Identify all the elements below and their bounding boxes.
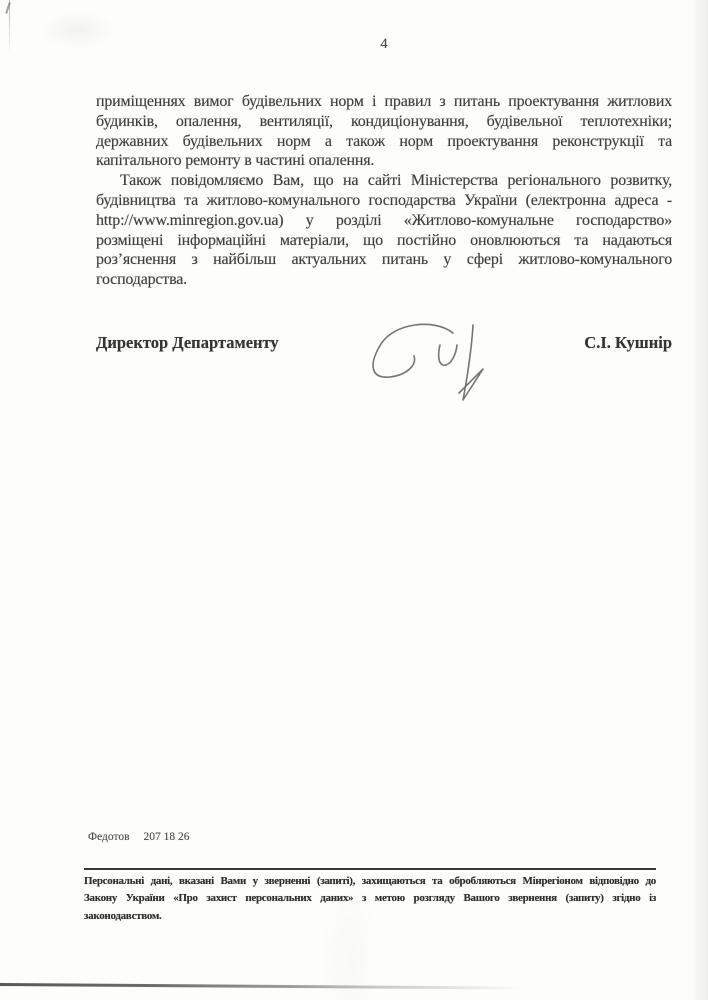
body-line: господарства. <box>96 271 187 289</box>
body-line: приміщеннях вимог будівельних норм і правил з питань проектування житлових <box>96 93 672 110</box>
footer-line: законодавством. <box>84 909 162 922</box>
body-paragraph-2 <box>96 171 672 290</box>
body-line: розміщені інформаційні матеріали, що постійно оновлюються та надаються <box>96 231 672 249</box>
body-line: державних будівельних норм а також норм проектування реконструкції та <box>96 132 672 150</box>
executor-name: Федотов <box>88 831 130 843</box>
scan-artifact-corner-line <box>9 0 10 54</box>
scan-edge-shadow-right <box>690 0 708 1000</box>
body-paragraph-1 <box>96 92 672 171</box>
body-line: будівництва та житлово-комунального господарства України (електронна адреса - <box>96 191 672 209</box>
body-line: http://www.minregion.gov.ua) у розділі «Житлово-комунальне господарство» <box>96 211 672 229</box>
document-body <box>96 92 672 290</box>
executor-phone: 207 18 26 <box>143 831 190 843</box>
signer-position-title: Директор Департаменту <box>96 333 279 352</box>
executor-note <box>88 831 190 843</box>
body-line: капітального ремонту в частині опалення. <box>96 152 375 170</box>
scan-page-bottom-edge <box>0 983 525 990</box>
footer-line: Персональні дані, вказані Вами у зверненні (запиті), захищаються та обробляються Мінрегіоном відповідно до <box>84 875 656 887</box>
privacy-footer <box>84 868 656 925</box>
signer-name: С.І. Кушнір <box>584 333 672 352</box>
body-line: будинків, опалення, вентиляції, кондиціонування, будівельної теплотехніки; <box>96 112 672 130</box>
handwritten-signature-icon <box>356 312 486 412</box>
body-line: роз’яснення з найбільш актуальних питань у сфері житлово-комунального <box>96 251 672 269</box>
page-number: 4 <box>380 36 388 52</box>
body-line: Також повідомляємо Вам, що на сайті Міністерства регіонального розвитку, <box>120 172 672 190</box>
footer-line: Закону України «Про захист персональних даних» з метою розгляду Вашого звернення (запиту) згідно із <box>84 892 656 905</box>
